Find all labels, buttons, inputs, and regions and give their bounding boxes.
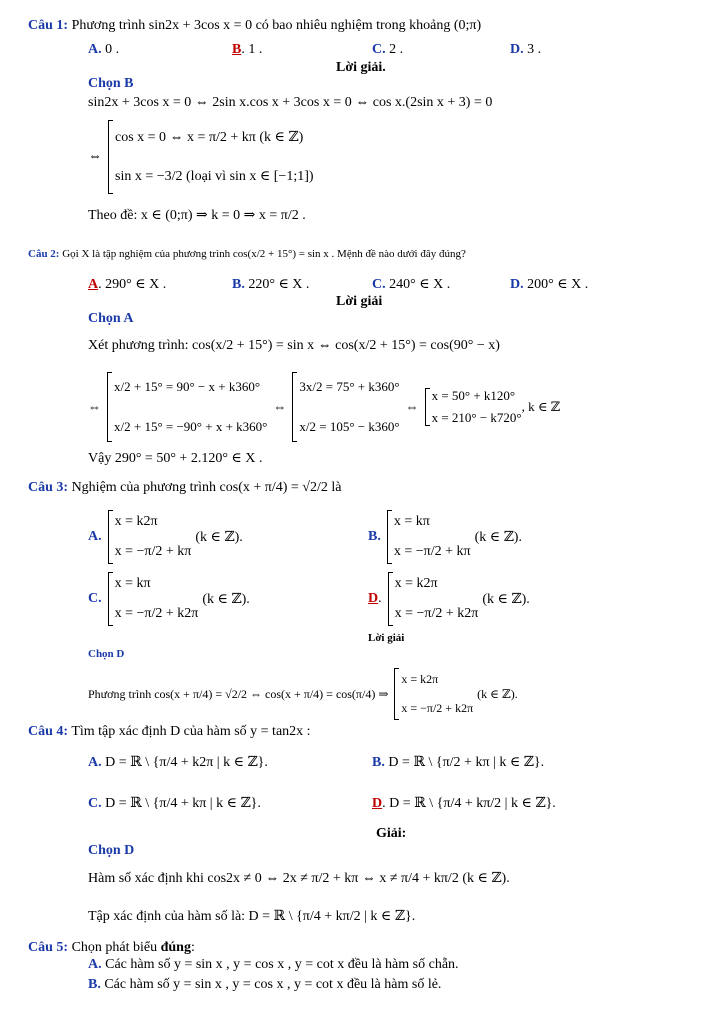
- q1-choice: Chọn B: [88, 76, 134, 91]
- option-k-set: (k ∈ ℤ).: [474, 529, 522, 545]
- option-line: x = kπ: [114, 576, 151, 591]
- system-bracket: [425, 388, 430, 426]
- option-key: D.: [510, 277, 524, 292]
- q2-option-c: [372, 276, 450, 293]
- option-line: x = −π/2 + kπ: [393, 544, 471, 559]
- option-key: C.: [88, 796, 102, 811]
- q1-stem: [28, 18, 481, 34]
- option-key: A.: [88, 42, 102, 57]
- option-line: x = −π/2 + k2π: [114, 606, 199, 621]
- q3-solution-line: [88, 668, 518, 720]
- option-text: . 290° ∈ X .: [98, 277, 167, 292]
- q3-text: Nghiệm của phương trình cos(x + π/4) = √2/2 là: [71, 480, 342, 495]
- q5-bold-word: đúng: [160, 940, 191, 955]
- option-key: B.: [88, 977, 101, 992]
- q3-stem: [28, 480, 341, 496]
- option-text: 3 .: [527, 42, 542, 57]
- q5-colon: :: [190, 940, 195, 955]
- q5-text: Chọn phát biểu: [71, 940, 158, 955]
- option-text: 0 .: [105, 42, 120, 57]
- q4-solution-line2: Tập xác định của hàm số là: D = ℝ \ {π/4 + kπ/2 | k ∈ ℤ}.: [88, 909, 416, 924]
- q2-conclusion: Vậy 290° = 50° + 2.120° ∈ X .: [88, 451, 263, 466]
- system-bracket: [394, 668, 399, 720]
- q4-option-d: [372, 795, 556, 812]
- option-text: D = ℝ \ {π/2 + kπ | k ∈ ℤ}.: [388, 755, 545, 770]
- option-text: . 1 .: [241, 42, 263, 57]
- option-text: D = ℝ \ {π/4 + kπ | k ∈ ℤ}.: [105, 796, 261, 811]
- option-line: x = kπ: [393, 514, 430, 529]
- q5-option-a: [88, 957, 459, 973]
- q2-label: Câu 2:: [28, 248, 60, 260]
- q2-option-b: [232, 276, 309, 293]
- system-bracket: [107, 372, 112, 442]
- q3-option-a: [88, 510, 243, 564]
- q4-option-b: [372, 754, 544, 771]
- q1-case2: sin x = −3/2 (loại vì sin x ∈ [−1;1]): [115, 169, 314, 184]
- option-key: C.: [88, 591, 102, 606]
- q2-option-a: [88, 276, 166, 293]
- option-line: x = k2π: [394, 576, 438, 591]
- q2-sys3a: x = 50° + k120°: [431, 388, 516, 403]
- q3-sol-a: x = k2π: [401, 672, 439, 686]
- q2-sys1b: x/2 + 15° = −90° + x + k360°: [114, 419, 268, 434]
- q3-option-c: [88, 572, 250, 626]
- q3-solution-title: Lời giải: [368, 632, 405, 644]
- q1-text: Phương trình sin2x + 3cos x = 0 có bao nhiêu nghiệm trong khoảng (0;π): [71, 18, 482, 33]
- option-line: x = k2π: [114, 514, 158, 529]
- q2-sys3b: x = 210° − k720°: [431, 410, 522, 425]
- q2-sys2a: 3x/2 = 75° + k360°: [299, 379, 400, 394]
- q4-solution-line1: Hàm số xác định khi cos2x ≠ 0 ⇔ 2x ≠ π/2 + kπ ⇔ x ≠ π/4 + kπ/2 (k ∈ ℤ).: [88, 871, 510, 886]
- option-text: . D = ℝ \ {π/4 + kπ/2 | k ∈ ℤ}.: [382, 796, 556, 811]
- q2-case-systems: ⇔ x/2 + 15° = 90° − x + k360° x/2 + 15° = −90° + x + k360° ⇔ 3x/2 = 75° + k360° x/2 = 105° − k360° ⇔ x = 50° + k120° x = 210° − k720° , k ∈ ℤ: [88, 372, 560, 442]
- option-text: 240° ∈ X .: [389, 277, 451, 292]
- option-key: D.: [510, 42, 524, 57]
- option-key: C.: [372, 42, 386, 57]
- system-bracket: [108, 510, 113, 564]
- correct-option-key: D: [372, 796, 383, 811]
- system-bracket: [292, 372, 297, 442]
- q1-option-c: [372, 42, 403, 58]
- q1-label: Câu 1:: [28, 18, 69, 33]
- q5-label: Câu 5:: [28, 940, 69, 955]
- correct-option-key: A: [88, 277, 99, 292]
- option-key: C.: [372, 277, 386, 292]
- q3-option-b: [368, 510, 522, 564]
- q2-choice: Chọn A: [88, 311, 134, 326]
- option-text: D = ℝ \ {π/4 + k2π | k ∈ ℤ}.: [105, 755, 268, 770]
- system-bracket: [108, 120, 113, 194]
- q4-stem: [28, 724, 311, 740]
- q3-option-d: D . x = k2π x = −π/2 + k2π (k ∈ ℤ).: [368, 572, 530, 626]
- q2-sys1a: x/2 + 15° = 90° − x + k360°: [114, 379, 261, 394]
- q3-label: Câu 3:: [28, 480, 69, 495]
- q2-sys2b: x/2 = 105° − k360°: [299, 419, 400, 434]
- system-bracket: [387, 510, 392, 564]
- correct-option-key: D: [368, 591, 379, 606]
- q3-sol-b: x = −π/2 + k2π: [401, 701, 474, 715]
- q4-solution-title: Giải:: [376, 826, 407, 841]
- option-key: A.: [88, 755, 102, 770]
- option-line: x = −π/2 + kπ: [114, 544, 192, 559]
- q1-conclusion: Theo đề: x ∈ (0;π) ⇒ k = 0 ⇒ x = π/2 .: [88, 208, 306, 223]
- q2-solution-title: Lời giải: [336, 294, 383, 309]
- q1-option-d: [510, 42, 541, 58]
- q2-stem: [28, 248, 466, 260]
- q2-text: Gọi X là tập nghiệm của phương trình cos(x/2 + 15°) = sin x . Mệnh đề nào dưới đây đúng?: [62, 248, 466, 260]
- q5-option-b: [88, 977, 441, 993]
- q2-sys3c: , k ∈ ℤ: [521, 399, 561, 414]
- option-key: B.: [232, 277, 245, 292]
- option-k-set: (k ∈ ℤ).: [202, 591, 250, 607]
- q4-label: Câu 4:: [28, 724, 69, 739]
- q2-option-d: [510, 276, 588, 293]
- q1-case1: cos x = 0 ⇔ x = π/2 + kπ (k ∈ ℤ): [115, 130, 304, 145]
- q3-solution-line1: Phương trình cos(x + π/4) = √2/2 ⇔ cos(x + π/4) = cos(π/4) ⇒: [88, 686, 389, 701]
- option-line: x = −π/2 + k2π: [394, 606, 479, 621]
- option-k-set: (k ∈ ℤ).: [195, 529, 243, 545]
- q2-solution-line1: Xét phương trình: cos(x/2 + 15°) = sin x ⇔ cos(x/2 + 15°) = cos(90° − x): [88, 338, 500, 353]
- option-key: A.: [88, 957, 102, 972]
- option-key: A.: [88, 529, 102, 544]
- q1-solution-title: Lời giải.: [336, 60, 386, 75]
- option-k-set: (k ∈ ℤ).: [482, 591, 530, 607]
- q3-choice: Chọn D: [88, 648, 125, 660]
- option-key: B.: [368, 529, 381, 544]
- q3-sol-k: (k ∈ ℤ).: [477, 686, 518, 701]
- option-text: Các hàm số y = sin x , y = cos x , y = cot x đều là hàm số chẵn.: [105, 957, 459, 972]
- option-text: Các hàm số y = sin x , y = cos x , y = cot x đều là hàm số lẻ.: [104, 977, 442, 992]
- q4-choice: Chọn D: [88, 843, 135, 858]
- system-bracket: [108, 572, 113, 626]
- option-text: 220° ∈ X .: [248, 277, 310, 292]
- q5-stem: [28, 940, 195, 956]
- q1-option-b: [232, 42, 262, 58]
- option-text: 200° ∈ X .: [527, 277, 589, 292]
- q4-text: Tìm tập xác định D của hàm số y = tan2x :: [71, 724, 311, 739]
- correct-option-key: B: [232, 42, 242, 57]
- q4-option-c: [88, 795, 261, 812]
- q1-option-a: [88, 42, 119, 58]
- q4-option-a: [88, 754, 268, 771]
- q1-case-system: ⇔ cos x = 0 ⇔ x = π/2 + kπ (k ∈ ℤ) sin x = −3/2 (loại vì sin x ∈ [−1;1]): [88, 120, 314, 194]
- q1-solution-line1: sin2x + 3cos x = 0 ⇔ 2sin x.cos x + 3cos x = 0 ⇔ cos x.(2sin x + 3) = 0: [88, 95, 493, 110]
- system-bracket: [388, 572, 393, 626]
- option-text: 2 .: [389, 42, 404, 57]
- option-key: B.: [372, 755, 385, 770]
